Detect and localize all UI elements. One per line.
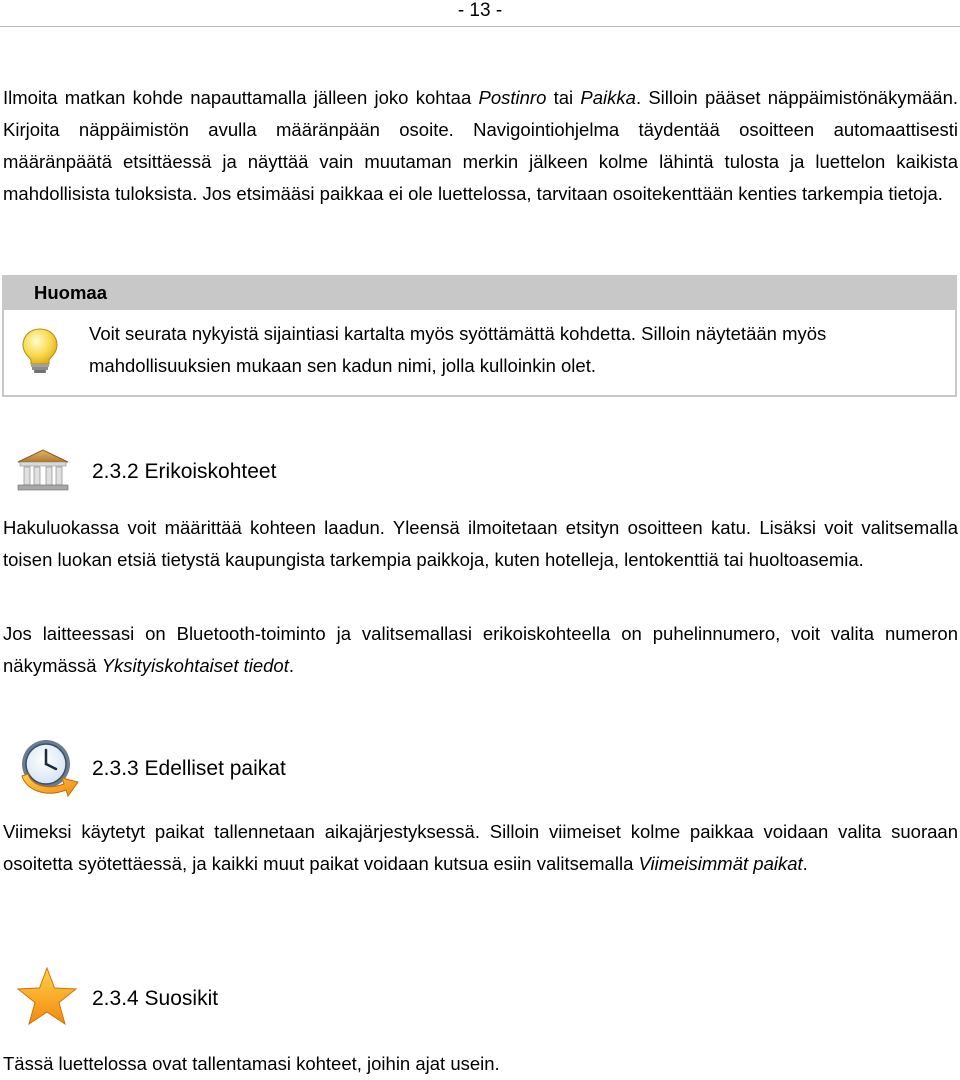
note-heading: Huomaa [4,277,955,310]
recent-places-term: Viimeisimmät paikat [638,853,803,874]
landmark-icon [14,448,72,492]
header-rule [0,26,960,27]
section-title-suosikit: 2.3.4 Suosikit [92,987,219,1010]
details-term: Yksityiskohtaiset tiedot [101,655,289,676]
star-icon [16,966,78,1028]
section-title-erikoiskohteet: 2.3.2 Erikoiskohteet [92,460,277,483]
page-number: - 13 - [457,0,503,21]
suosikit-paragraph: Tässä luettelossa ovat tallentamasi kohteet, joihin ajat usein. [3,1053,500,1074]
erikoiskohteet-paragraph-1: Hakuluokassa voit määrittää kohteen laadun. Yleensä ilmoitetaan etsityn osoitteen katu. Lisäksi voit valitsemalla toisen luokan etsiä tietystä kaupungista tarkempia paikkoja, kuten hotelleja, lentokenttiä tai huoltoasemia. [3,517,958,570]
note-box [2,275,957,397]
intro-paragraph: Ilmoita matkan kohde napauttamalla jälleen joko kohtaa Postinro tai Paikka. Silloin pääset näppäimistönäkymään. Kirjoita näppäimistön avulla määränpään osoite. Navigointiohjelma täydentää osoitteen automaattisesti määränpäätä etsittäessä ja näyttää vain muutaman merkin jälkeen kolme lähintä tulosta ja luettelon kaikista mahdollisista tuloksista. Jos etsimääsi paikkaa ei ole luettelossa, tarvitaan osoitekenttään kenties tarkempia tietoja. [3,87,958,204]
postinro-term: Postinro [478,87,547,108]
paikka-term: Paikka [580,87,636,108]
clock-history-icon [16,736,80,800]
section-title-edelliset-paikat: 2.3.3 Edelliset paikat [92,757,286,780]
note-text: Voit seurata nykyistä sijaintiasi kartalta myös syöttämättä kohdetta. Silloin näytetään myös mahdollisuuksien mukaan sen kadun nimi, jolla kulloinkin olet. [89,323,827,376]
edelliset-paikat-paragraph: Viimeksi käytetyt paikat tallennetaan aikajärjestyksessä. Silloin viimeiset kolme paikkaa voidaan valita suoraan osoitetta syötettäessä, ja kaikki muut paikat voidaan kutsua esiin valitsemalla Viimeisimmät paikat. [3,821,958,874]
lightbulb-icon [20,327,60,375]
erikoiskohteet-paragraph-2: Jos laitteessasi on Bluetooth-toiminto ja valitsemallasi erikoiskohteella on puhelinnumero, voit valita numeron näkymässä Yksityiskohtaiset tiedot. [3,623,958,676]
